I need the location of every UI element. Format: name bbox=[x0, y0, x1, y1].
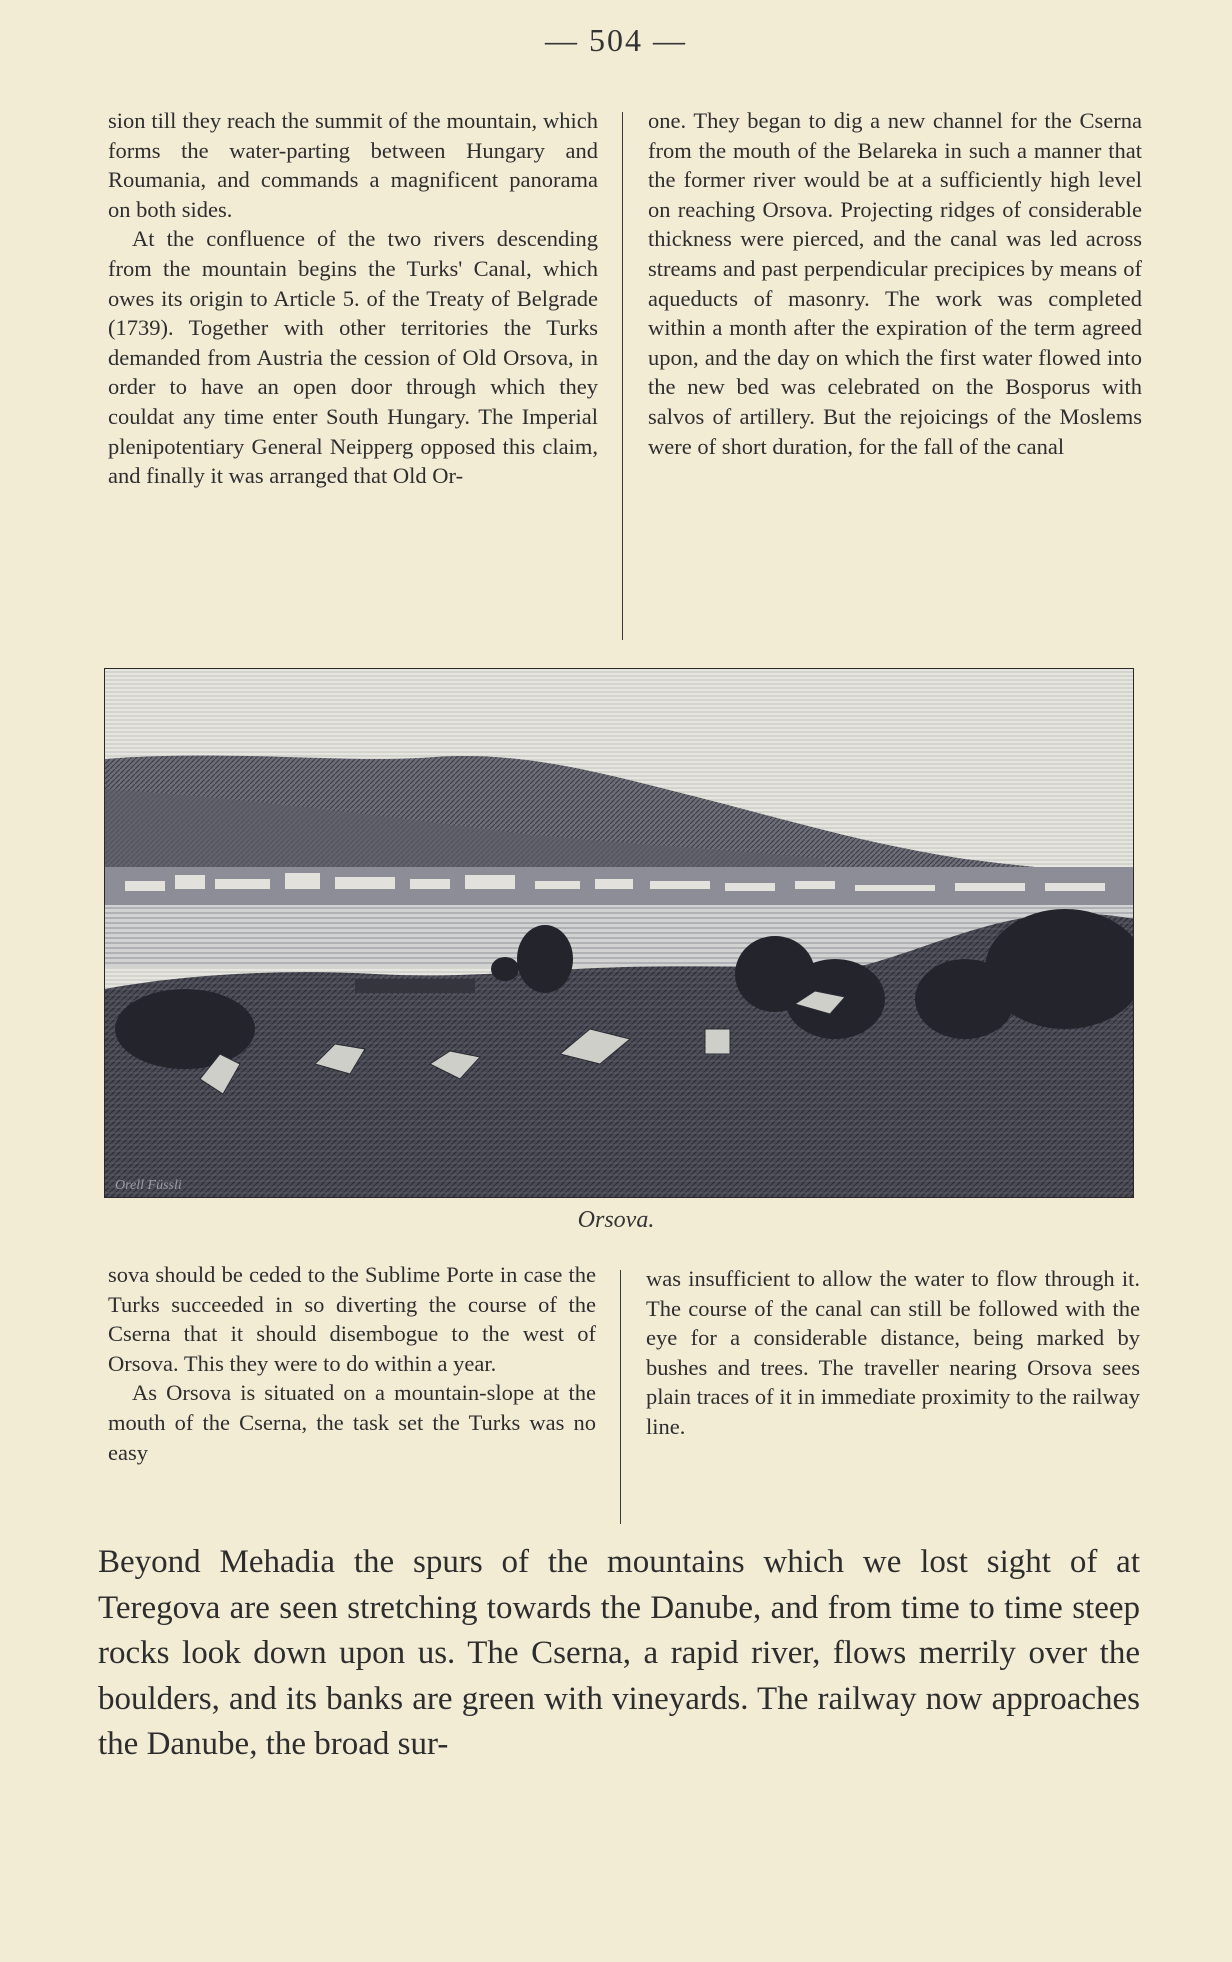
paragraph: As Orsova is situated on a mountain-slope at the mouth of the Cserna, the task set the Turks was no easy bbox=[108, 1380, 596, 1465]
page-number: — 504 — bbox=[545, 22, 687, 58]
main-text bbox=[98, 1540, 1140, 1768]
landscape-illustration bbox=[105, 669, 1134, 1198]
column-bottom-right bbox=[646, 1264, 1140, 1442]
paragraph: sion till they reach the summit of the mountain, which forms the water-parting between Hungary and Roumania, and commands a magnificent panorama on both sides. bbox=[108, 108, 598, 222]
paragraph: Beyond Mehadia the spurs of the mountains which we lost sight of at Teregova are seen stretching towards the Danube, and from time to time steep rocks look down upon us. The Cserna, a rapid river, flows merrily over the boulders, and its banks are green with vineyards. The railway now approaches the Danube, the broad sur- bbox=[98, 1544, 1140, 1762]
column-divider bbox=[622, 112, 623, 640]
paragraph: was insufficient to allow the water to flow through it. The course of the canal can still be followed with the eye for a considerable distance, being marked by bushes and trees. The traveller nearing Orsova sees plain traces of it in immediate proximity to the railway line. bbox=[646, 1266, 1140, 1439]
paragraph: At the confluence of the two rivers descending from the mountain begins the Turks' Canal, which owes its origin to Article 5. of the Treaty of Belgrade (1739). Together with other territories the Turks demanded from Austria the cession of Old Orsova, in order to have an open door through which they couldat any time enter South Hungary. The Imperial plenipotentiary General Neipperg opposed this claim, and finally it was arranged that Old Or- bbox=[108, 226, 598, 489]
column-bottom-left bbox=[108, 1260, 596, 1467]
column-divider bbox=[620, 1270, 621, 1524]
paragraph: one. They began to dig a new channel for the Cserna from the mouth of the Belareka in such a manner that the former river would be at a sufficiently high level on reaching Orsova. Projecting ridges of considerable thickness were pierced, and the canal was led across streams and past perpendicular precipices by means of aqueducts of masonry. The work was completed within a month after the expiration of the term agreed upon, and the day on which the first water flowed into the new bed was celebrated on the Bosporus with salvos of artillery. But the rejoicings of the Moslems were of short duration, for the fall of the canal bbox=[648, 108, 1142, 459]
engraver-signature: Orell Füssli bbox=[115, 1178, 182, 1193]
long-shed bbox=[355, 979, 475, 993]
paragraph: sova should be ceded to the Sublime Porte in case the Turks succeeded in so diverting the course of the Cserna that it should disembogue to the west of Orsova. This they were to do within a year. bbox=[108, 1262, 596, 1376]
figure-caption: Orsova. bbox=[577, 1207, 655, 1233]
column-top-right bbox=[648, 106, 1142, 461]
column-top-left bbox=[108, 106, 598, 491]
orsova-engraving bbox=[104, 668, 1134, 1198]
